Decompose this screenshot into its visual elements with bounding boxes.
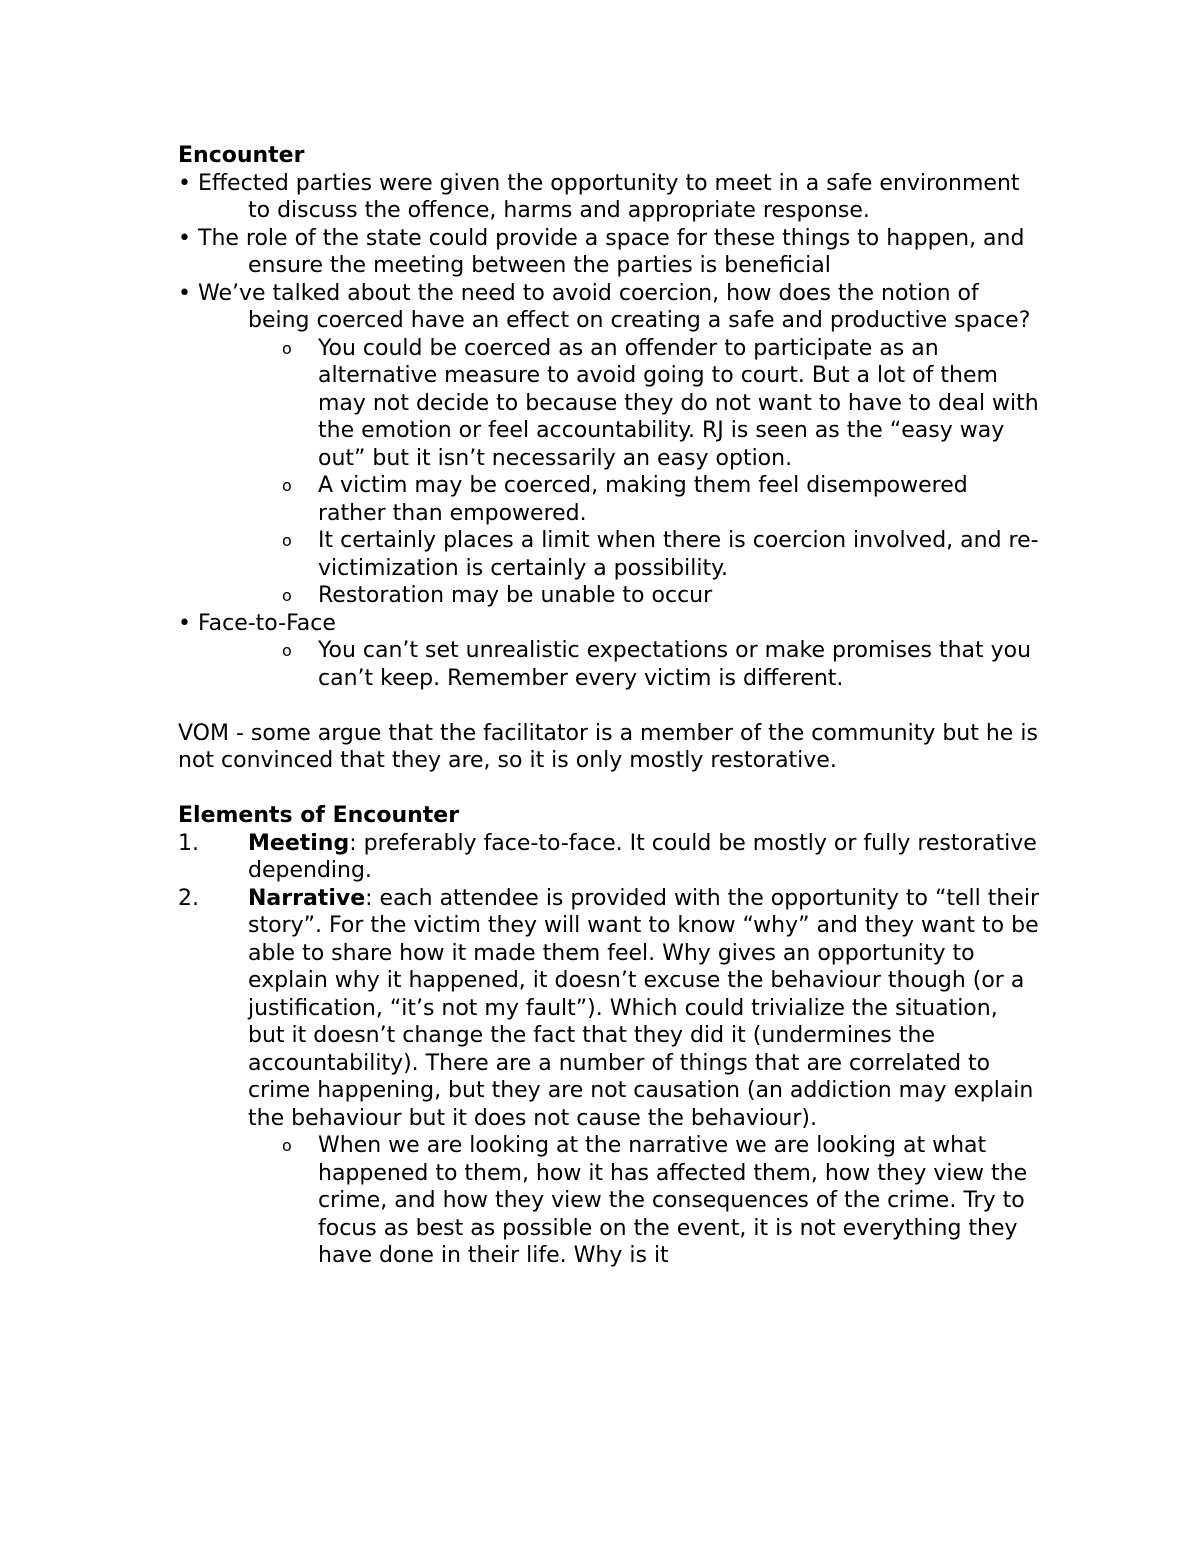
bullet-text: Effected parties were given the opportunity to meet in a safe environment to discuss the offence, harms and appropriate response. — [198, 170, 1020, 223]
bullet-item — [178, 170, 1040, 225]
sub-bullet-glyph: o — [282, 531, 292, 550]
sub-bullet-text: You could be coerced as an offender to participate as an alternative measure to avoid going to court. But a lot of them may not decide to because they do not want to have to deal with the emotion or feel accountability. RJ is seen as the “easy way out” but it isn’t necessarily an easy option. — [318, 335, 1039, 471]
bullet-item — [178, 610, 1040, 638]
item-term: Narrative — [248, 885, 366, 911]
bullet-item — [178, 225, 1040, 280]
vom-paragraph: VOM - some argue that the facilitator is a member of the community but he is not convinced that they are, so it is only mostly restorative. — [178, 720, 1038, 773]
sub-bullet-text: When we are looking at the narrative we are looking at what happened to them, how it has affected them, how they view the crime, and how they view the consequences of the crime. Try to focus as best as possible on the event, it is not everything they have done in their life. Why is it — [318, 1133, 1028, 1268]
bullet-glyph: • — [178, 610, 191, 636]
sub-bullet-item — [178, 335, 1040, 473]
sub-bullet-text: You can’t set unrealistic expectations or make promises that you can’t keep. Remember every victim is different. — [318, 638, 1032, 691]
numbered-item — [178, 830, 1040, 885]
bullet-text: Face-to-Face — [198, 610, 336, 636]
bullet-text: We’ve talked about the need to avoid coercion, how does the notion of being coerced have an effect on creating a safe and productive space? — [198, 280, 1031, 333]
sub-bullet-text: A victim may be coerced, making them feel disempowered rather than empowered. — [318, 473, 968, 526]
sub-bullet-item — [178, 472, 1040, 527]
numbered-item — [178, 885, 1040, 1133]
section-heading-encounter: Encounter — [178, 143, 305, 168]
sub-bullet-glyph: o — [282, 1136, 292, 1155]
sub-bullet-glyph: o — [282, 476, 292, 495]
item-number: 1. — [178, 830, 199, 856]
sub-bullet-text: Restoration may be unable to occur — [318, 583, 713, 608]
section-heading-elements-of-encounter: Elements of Encounter — [178, 803, 460, 828]
blank-line — [178, 692, 1040, 720]
sub-bullet-item — [178, 1132, 1040, 1270]
item-text: : each attendee is provided with the opportunity to “tell their story”. For the victim they will want to know “why” and they want to be able to share how it made them feel. Why gives an opportunity to explain why it happened, it doesn’t excuse the behaviour though (or a justification, “it’s not my fault”). Which could trivialize the situation, but it doesn’t change the fact that they did it (undermines the accountability). There are a number of things that are correlated to crime happening, but they are not causation (an addiction may explain the behaviour but it does not cause the behaviour). — [248, 885, 1040, 1131]
sub-bullet-item — [178, 582, 1040, 610]
sub-bullet-text: It certainly places a limit when there is coercion involved, and re-victimization is certainly a possibility. — [318, 528, 1039, 581]
bullet-glyph: • — [178, 280, 191, 306]
item-term: Meeting — [248, 830, 350, 856]
sub-bullet-glyph: o — [282, 338, 292, 358]
sub-bullet-glyph: o — [282, 641, 292, 660]
item-number: 2. — [178, 885, 199, 911]
sub-bullet-glyph: o — [282, 586, 292, 605]
bullet-glyph: • — [178, 225, 191, 251]
bullet-text: The role of the state could provide a space for these things to happen, and ensure the meeting between the parties is beneficial — [198, 225, 1025, 278]
bullet-item — [178, 280, 1040, 335]
sub-bullet-item — [178, 527, 1040, 582]
blank-line — [178, 775, 1040, 803]
item-text: : preferably face-to-face. It could be mostly or fully restorative depending. — [248, 830, 1037, 883]
bullet-glyph: • — [178, 170, 191, 196]
sub-bullet-item — [178, 637, 1040, 692]
